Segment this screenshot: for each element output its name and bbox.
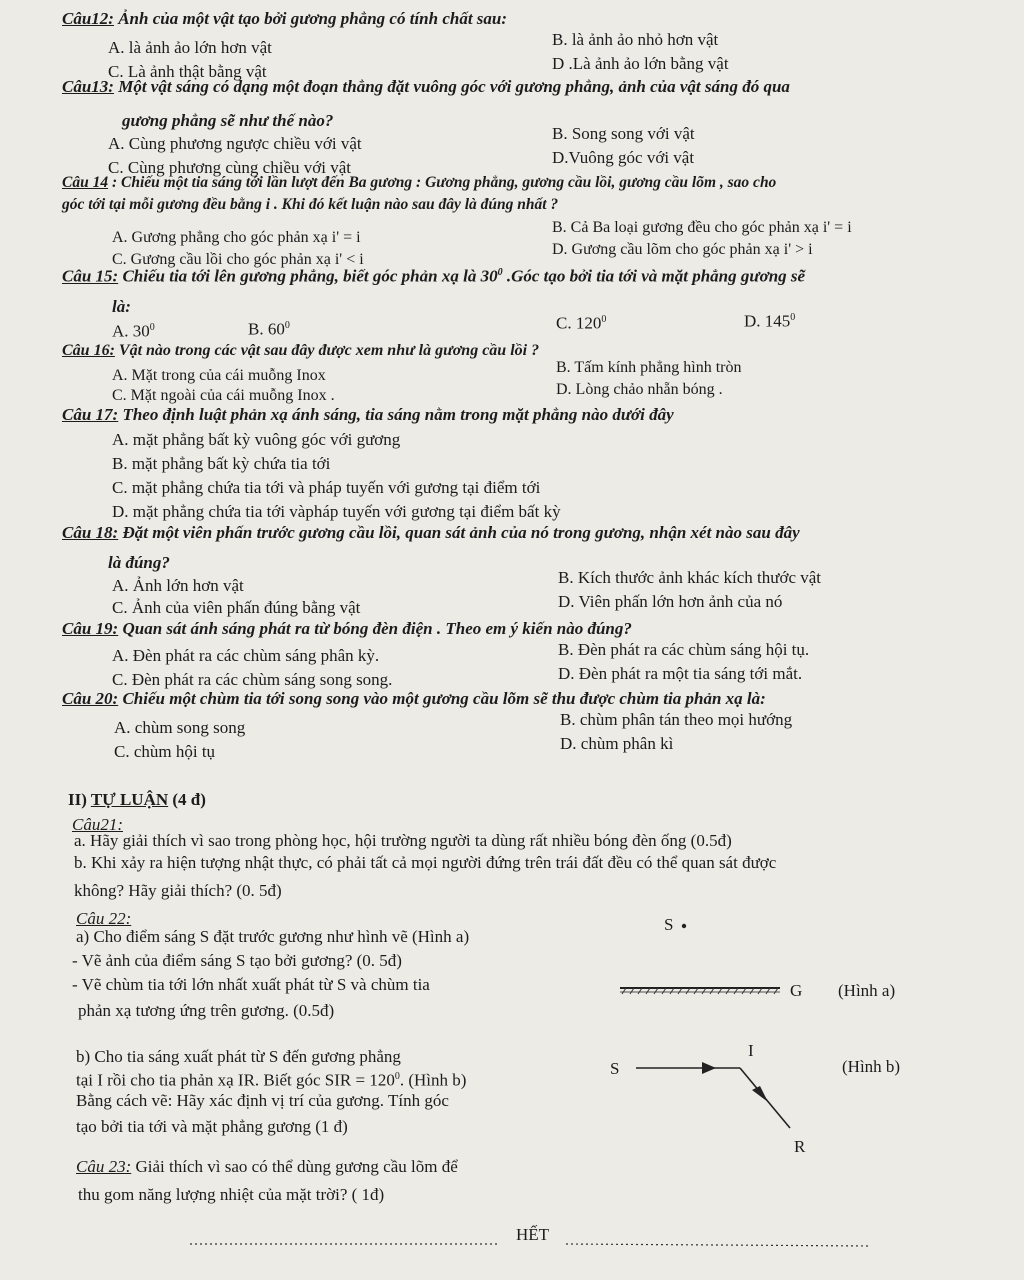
question-22-b2: tại I rồi cho tia phản xạ IR. Biết góc SIR = $120^0$. (Hình b) bbox=[76, 1070, 467, 1090]
option-b: B. Kích thước ảnh khác kích thước vật bbox=[558, 568, 822, 587]
question-text: Một vật sáng có dạng một đoạn thẳng đặt vuông góc với gương phẳng, ảnh của vật sáng đó qua bbox=[113, 77, 790, 96]
option-d: D. Lòng chảo nhẵn bóng . bbox=[556, 381, 723, 398]
figure-b-i-label: I bbox=[748, 1041, 754, 1060]
question-text: Giải thích vì sao có thể dùng gương cầu lõm để bbox=[131, 1157, 458, 1176]
option-d: D.Vuông góc với vật bbox=[552, 148, 695, 167]
option-d: D. Đèn phát ra một tia sáng tới mắt. bbox=[558, 664, 803, 683]
question-22-a3: phản xạ tương ứng trên gương. (0.5đ) bbox=[78, 1001, 335, 1020]
option-b: B. Cả Ba loại gương đều cho góc phản xạ i' = i bbox=[552, 219, 852, 236]
option-b: B. Đèn phát ra các chùm sáng hội tụ. bbox=[558, 640, 810, 659]
figure-b-incident-ray bbox=[636, 1062, 740, 1074]
question-22-a: a) Cho điểm sáng S đặt trước gương như hình vẽ (Hình a) bbox=[76, 927, 470, 946]
figure-a-mirror bbox=[620, 988, 780, 994]
question-text: Theo định luật phản xạ ánh sáng, tia sáng nằm trong mặt phẳng nào dưới đây bbox=[118, 405, 674, 424]
question-22-b4: tạo bởi tia tới và mặt phẳng gương (1 đ) bbox=[76, 1117, 348, 1136]
question-21-number: Câu21: bbox=[72, 815, 123, 834]
option-c: C. Cùng phương cùng chiều với vật bbox=[108, 158, 351, 177]
question-number: Câu 20: bbox=[62, 689, 119, 708]
question-text: Chiếu tia tới lên gương phẳng, biết góc phản xạ là bbox=[118, 266, 481, 286]
question-number: Câu 14 bbox=[62, 174, 109, 191]
question-22-a2: - Vẽ chùm tia tới lớn nhất xuất phát từ S và chùm tia bbox=[72, 975, 430, 994]
question-22-a1: - Vẽ ảnh của điểm sáng S tạo bởi gương? (0. 5đ) bbox=[72, 951, 402, 970]
question-text: Đặt một viên phấn trước gương cầu lồi, quan sát ảnh của nó trong gương, nhận xét nào sau đây bbox=[118, 523, 800, 542]
question-23-line2: thu gom năng lượng nhiệt của mặt trời? ( 1đ) bbox=[78, 1185, 385, 1204]
option-d: D. $145^0$ bbox=[744, 311, 796, 331]
question-21-a: a. Hãy giải thích vì sao trong phòng học, hội trường người ta dùng rất nhiều bóng đèn ống (0.5đ) bbox=[74, 831, 732, 850]
option-c: C. Ảnh của viên phấn đúng bằng vật bbox=[112, 598, 361, 617]
angle-value: 30 bbox=[480, 266, 498, 286]
option-b: B. Song song với vật bbox=[552, 124, 695, 143]
question-text-cont: .Góc tạo bởi tia tới và mặt phẳng gương sẽ bbox=[502, 266, 806, 286]
option-c: C. Gương cầu lồi cho góc phản xạ i' < i bbox=[112, 251, 364, 268]
option-b: B. là ảnh ảo nhỏ hơn vật bbox=[552, 30, 719, 49]
question-text: Chiếu một chùm tia tới song song vào một gương cầu lõm sẽ thu được chùm tia phản xạ là: bbox=[118, 689, 766, 708]
option-a: A. Gương phẳng cho góc phản xạ i' = i bbox=[112, 229, 361, 246]
degree-mark: 0 bbox=[497, 267, 503, 278]
option-a: A. Mặt trong của cái muỗng Inox bbox=[112, 367, 326, 384]
option-b: B. chùm phân tán theo mọi hướng bbox=[560, 710, 793, 729]
question-text: Vật nào trong các vật sau đây được xem như là gương cầu lồi ? bbox=[114, 342, 540, 359]
figure-a-point-label: S bbox=[664, 915, 674, 934]
question-number: Câu 18: bbox=[62, 523, 119, 542]
section-points: (4 đ) bbox=[168, 790, 206, 809]
option-a: A. Đèn phát ra các chùm sáng phân kỳ. bbox=[112, 646, 380, 665]
question-text: Ảnh của một vật tạo bởi gương phẳng có tính chất sau: bbox=[113, 9, 508, 28]
question-21-b: b. Khi xảy ra hiện tượng nhật thực, có phải tất cả mọi người đứng trên trái đất đều có thể quan sát được bbox=[74, 853, 777, 872]
option-c: C. $120^0$ bbox=[556, 313, 607, 333]
end-label: HẾT bbox=[516, 1225, 550, 1244]
option-c: C. mặt phẳng chứa tia tới và pháp tuyến với gương tại điểm tới bbox=[112, 478, 541, 497]
question-22-number: Câu 22: bbox=[76, 909, 132, 928]
question-22-b3: Bằng cách vẽ: Hãy xác định vị trí của gương. Tính góc bbox=[76, 1091, 449, 1110]
figure-a-caption: (Hình a) bbox=[838, 981, 896, 1000]
option-b: B. Tấm kính phẳng hình tròn bbox=[556, 359, 742, 376]
option-d: D .Là ảnh ảo lớn bằng vật bbox=[552, 54, 729, 73]
option-d: D. chùm phân kì bbox=[560, 734, 674, 753]
question-text: : Chiếu một tia sáng tới lần lượt đến Ba gương : Gương phẳng, gương cầu lồi, gương cầu lõm , sao cho bbox=[108, 174, 777, 191]
question-text: Quan sát ánh sáng phát ra từ bóng đèn điện . Theo em ý kiến nào đúng? bbox=[118, 619, 632, 638]
option-a: A. $30^0$ bbox=[112, 321, 155, 341]
figure-a-point-dot bbox=[682, 924, 686, 928]
section-title: TỰ LUẬN bbox=[90, 790, 169, 809]
question-text-line2: là đúng? bbox=[108, 553, 170, 572]
option-d: D. Viên phấn lớn hơn ảnh của nó bbox=[558, 592, 783, 611]
option-a: A. Cùng phương ngược chiều với vật bbox=[108, 134, 362, 153]
option-c: C. Mặt ngoài của cái muỗng Inox . bbox=[112, 387, 335, 404]
option-b: B. mặt phẳng bất kỳ chứa tia tới bbox=[112, 454, 331, 473]
figure-a-mirror-label: G bbox=[790, 981, 803, 1000]
option-d: D. Gương cầu lõm cho góc phản xạ i' > i bbox=[552, 241, 813, 258]
question-text-line2: là: bbox=[112, 297, 131, 316]
option-a: A. chùm song song bbox=[114, 718, 246, 737]
figure-b-reflected-ray bbox=[740, 1068, 790, 1128]
question-22-b: b) Cho tia sáng xuất phát từ S đến gương phẳng bbox=[76, 1047, 401, 1066]
figure-b-caption: (Hình b) bbox=[842, 1057, 901, 1076]
question-number: Câu 15: bbox=[62, 266, 119, 286]
option-d: D. mặt phẳng chứa tia tới vàpháp tuyến với gương tại điểm bất kỳ bbox=[112, 502, 561, 521]
option-a: A. là ảnh ảo lớn hơn vật bbox=[108, 38, 272, 57]
figure-b-r-label: R bbox=[794, 1137, 806, 1156]
option-a: A. Ảnh lớn hơn vật bbox=[112, 576, 244, 595]
question-number: Câu 17: bbox=[62, 405, 119, 424]
question-number: Câu12: bbox=[62, 9, 114, 28]
section-heading: II) TỰ LUẬN (4 đ) bbox=[68, 790, 206, 809]
question-text-line2: gương phẳng sẽ như thế nào? bbox=[122, 111, 334, 130]
option-c: C. Đèn phát ra các chùm sáng song song. bbox=[112, 670, 393, 689]
question-21-b-line2: không? Hãy giải thích? (0. 5đ) bbox=[74, 881, 282, 900]
figure-b-s-label: S bbox=[610, 1059, 620, 1078]
question-number: Câu 16: bbox=[62, 342, 115, 359]
question-text-line2: góc tới tại mỗi gương đều bằng i . Khi đó kết luận nào sau đây là đúng nhất ? bbox=[62, 196, 559, 213]
option-a: A. mặt phẳng bất kỳ vuông góc với gương bbox=[112, 430, 401, 449]
footer-dots-right bbox=[566, 1244, 870, 1246]
question-number: Câu 19: bbox=[62, 619, 119, 638]
question-number: Câu 23: bbox=[76, 1157, 132, 1176]
option-b: B. $60^0$ bbox=[248, 319, 290, 339]
option-c: C. Là ảnh thật bằng vật bbox=[108, 62, 267, 81]
question-number: Câu13: bbox=[62, 77, 114, 96]
option-c: C. chùm hội tụ bbox=[114, 742, 216, 761]
